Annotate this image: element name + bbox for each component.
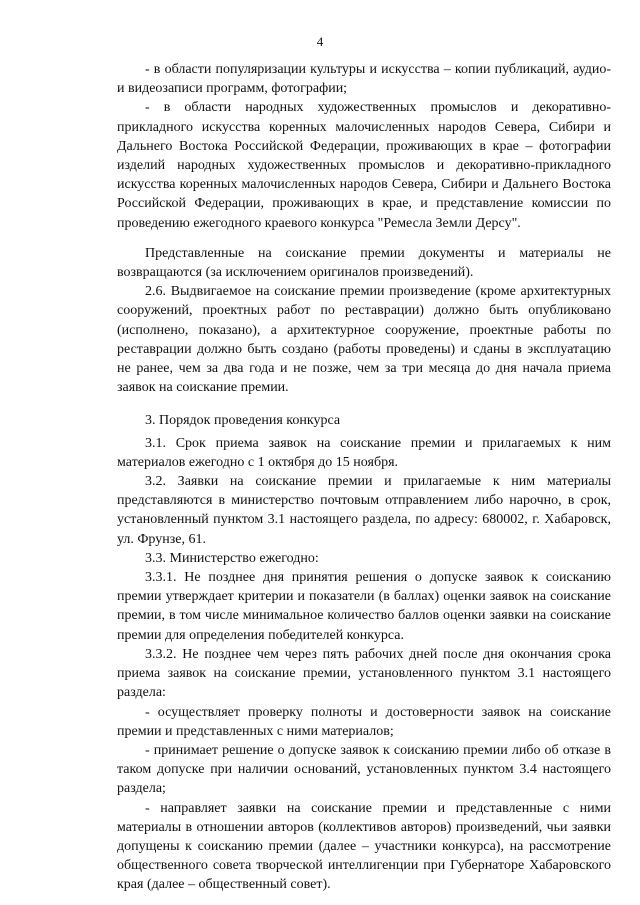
paragraph-culture-popularization: - в области популяризации культуры и искусства – копии публикаций, аудио- и видеозаписи программ, фотографии;	[117, 62, 611, 97]
section-heading-3: 3. Порядок проведения конкурса	[145, 413, 341, 429]
paragraph-2-6: 2.6. Выдвигаемое на соискание премии произведение (кроме архитектурных сооружений, проектных работ по реставрации) должно быть опубликовано (исполнено, показано), а архитектурное сооружение, проектные работы по реставрации должно быть создано (работы проведены) и сданы в эксплуатацию не ранее, чем за два года и не позже, чем за три месяца до дня начала приема заявок на соискание премии.	[117, 284, 611, 396]
list-item-forward-to-council: - направляет заявки на соискание премии и представленные с ними материалы в отношении авторов (коллективов авторов) произведений, чьи заявки допущены к соисканию премии (далее – участники конкурса), на рассмотрение общественного совета творческой интеллигенции при Губернаторе Хабаровского края (далее – общественный совет).	[117, 800, 611, 893]
document-body	[117, 60, 611, 895]
list-item-admission-decision: - принимает решение о допуске заявок к соисканию премии либо об отказе в таком допуске при наличии оснований, установленных пунктом 3.4 настоящего раздела;	[117, 742, 611, 797]
paragraph-documents-not-returned: Представленные на соискание премии документы и материалы не возвращаются (за исключением оригиналов произведений).	[117, 245, 611, 281]
paragraph-3-3-1: 3.3.1. Не позднее дня принятия решения о допуске заявок к соисканию премии утверждает критерии и показатели (в баллах) оценки заявок на соискание премии, в том числе минимальное количество баллов оценки заявки на соискание премии для определения победителей конкурса.	[117, 570, 611, 643]
paragraph-3-1: 3.1. Срок приема заявок на соискание премии и прилагаемых к ним материалов ежегодно с 1 октября до 15 ноября.	[117, 435, 611, 470]
page-number: 4	[316, 34, 324, 49]
paragraph-3-3: 3.3. Министерство ежегодно:	[145, 550, 319, 566]
paragraph-3-3-2: 3.3.2. Не позднее чем через пять рабочих дней после дня окончания срока приема заявок на соискание премии, установленного пунктом 3.1 настоящего раздела:	[117, 646, 611, 701]
paragraph-folk-crafts: - в области народных художественных промыслов и декоративно-прикладного искусства коренных малочисленных народов Севера, Сибири и Дальнего Востока Российской Федерации, проживающих в крае – фотографии изделий народных художественных промыслов и декоративно-прикладного искусства коренных малочисленных народов Севера, Сибири и Дальнего Востока Российской Федерации, проживающих в крае, и представление комиссии по проведению ежегодного краевого конкурса "Ремесла Земли Дерсу".	[117, 100, 611, 231]
paragraph-3-2: 3.2. Заявки на соискание премии и прилагаемые к ним материалы представляются в министерство почтовым отправлением либо нарочно, в срок, установленный пунктом 3.1 настоящего раздела, по адресу: 680002, г. Хабаровск, ул. Фрунзе, 61.	[117, 474, 611, 547]
list-item-verification: - осуществляет проверку полноты и достоверности заявок на соискание премии и представленных с ними материалов;	[117, 704, 611, 739]
